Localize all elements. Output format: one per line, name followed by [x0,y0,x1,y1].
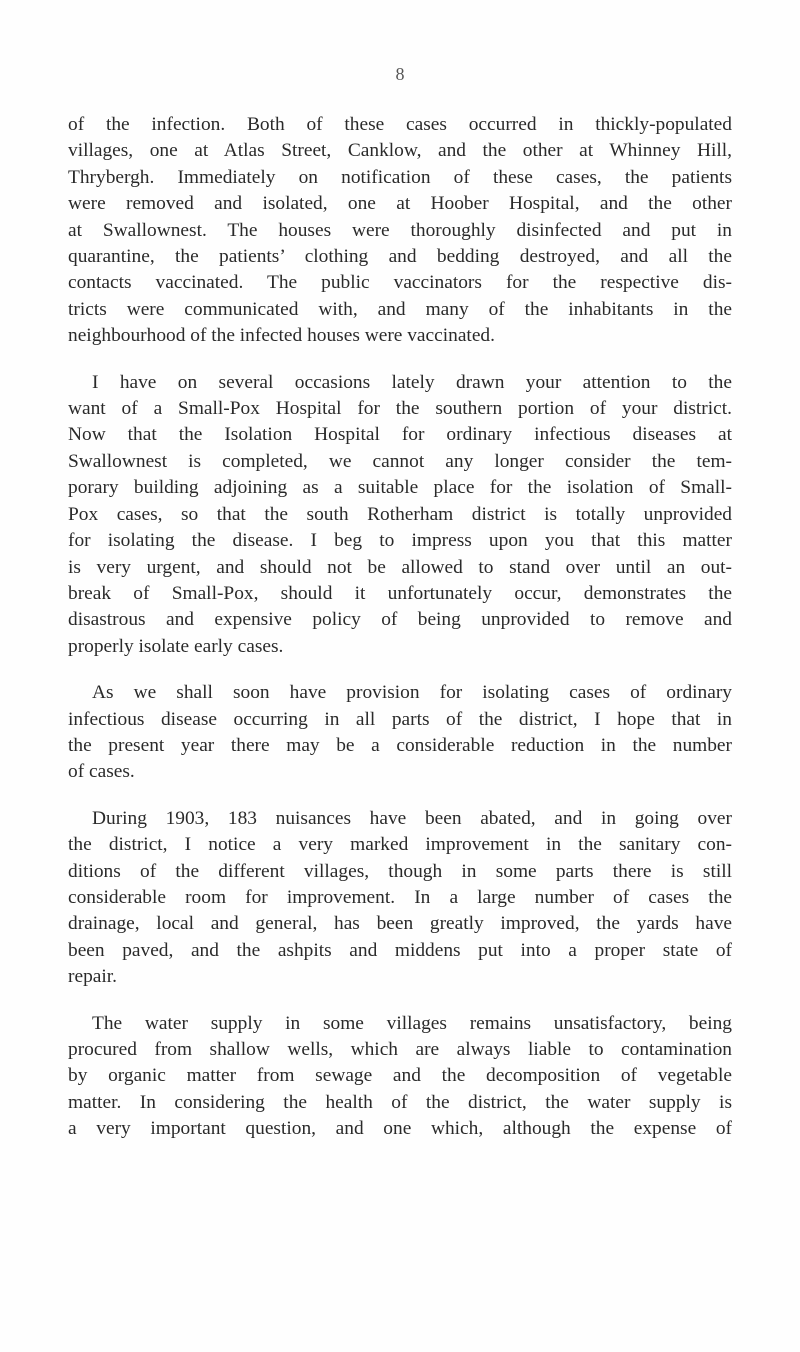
text-line: the district, I notice a very marked improvement in the sanitary con- [68,834,732,856]
text-line: the present year there may be a considerable reduction in the number [68,734,732,756]
text-line: for isolating the disease. I beg to impress upon you that this matter [68,530,732,552]
text-line: As we shall soon have provision for isolating cases of ordinary [92,682,732,704]
paragraph-smallpox-hospital [68,370,732,660]
text-line: Swallownest is completed, we cannot any longer consider the tem- [68,450,732,472]
text-line: were removed and isolated, one at Hoober Hospital, and the other [68,193,732,215]
text-line: been paved, and the ashpits and middens put into a proper state of [68,939,732,961]
paragraph-water-supply [68,1011,732,1143]
text-line: is very urgent, and should not be allowed to stand over until an out- [68,556,732,578]
text-line: at Swallownest. The houses were thoroughly disinfected and put in [68,219,732,241]
text-line: of the infection. Both of these cases occurred in thickly-populated [68,114,732,135]
text-line: considerable room for improvement. In a large number of cases the [68,886,732,908]
paragraph-infection-cases [68,112,732,350]
text-line: by organic matter from sewage and the decomposition of vegetable [68,1065,732,1087]
text-line: Thrybergh. Immediately on notification of these cases, the patients [68,166,732,188]
body-text [68,112,732,1163]
text-line: Now that the Isolation Hospital for ordinary infectious diseases at [68,424,732,446]
text-line: ditions of the different villages, though in some parts there is still [68,860,732,882]
text-line: want of a Small-Pox Hospital for the southern portion of your district. [68,398,732,420]
text-line: matter. In considering the health of the district, the water supply is [68,1091,732,1113]
text-line: disastrous and expensive policy of being unprovided to remove and [68,609,732,631]
text-line: procured from shallow wells, which are always liable to contamination [68,1039,732,1060]
text-line: properly isolate early cases. [68,635,284,657]
text-line: porary building adjoining as a suitable place for the isolation of Small- [68,477,732,499]
text-line: I have on several occasions lately drawn your attention to the [92,371,732,393]
text-line: repair. [68,966,117,988]
text-line: contacts vaccinated. The public vaccinators for the respective dis- [68,272,732,294]
text-line: Pox cases, so that the south Rotherham district is totally unprovided [68,503,732,525]
paragraph-nuisances-abated [68,806,732,991]
text-line: tricts were communicated with, and many of the inhabitants in the [68,298,732,320]
text-line: The water supply in some villages remains unsatisfactory, being [92,1012,732,1034]
paragraph-isolation-provision [68,680,732,786]
text-line: During 1903, 183 nuisances have been abated, and in going over [92,807,732,829]
text-line: of cases. [68,761,135,783]
text-line: a very important question, and one which, although the expense of [68,1118,732,1140]
text-line: quarantine, the patients’ clothing and bedding destroyed, and all the [68,246,732,268]
page-number: 8 [395,64,405,84]
text-line: villages, one at Atlas Street, Canklow, and the other at Whinney Hill, [68,140,732,162]
text-line: break of Small-Pox, should it unfortunately occur, demonstrates the [68,582,732,604]
text-line: drainage, local and general, has been greatly improved, the yards have [68,913,732,935]
text-line: neighbourhood of the infected houses were vaccinated. [68,325,495,347]
text-line: infectious disease occurring in all parts of the district, I hope that in [68,708,732,730]
